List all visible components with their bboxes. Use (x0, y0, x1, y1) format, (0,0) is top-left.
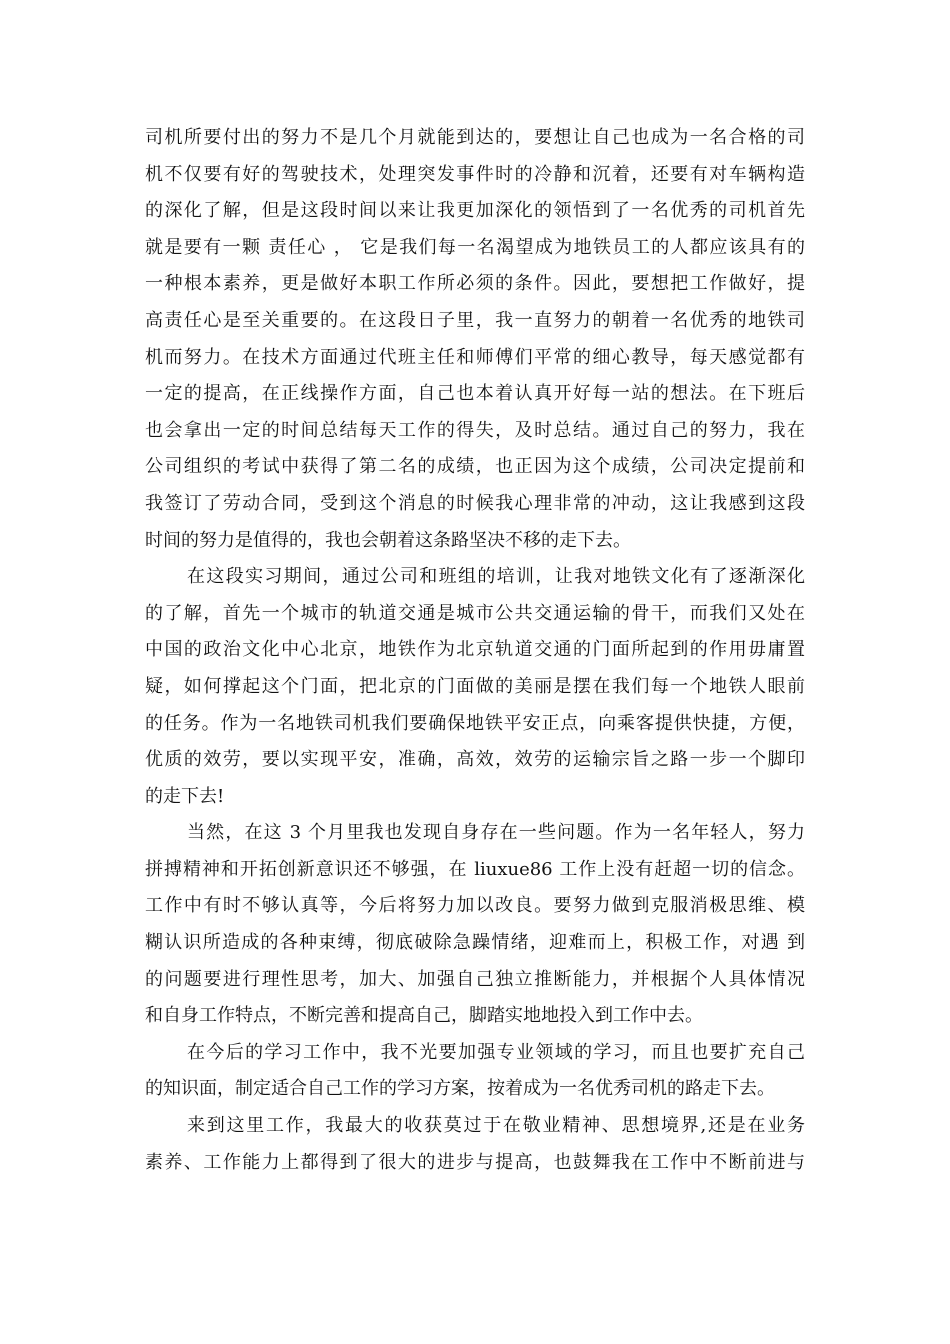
text-line: 在今后的学习工作中，我不光要加强专业领域的学习，而且也要扩充自己 (187, 1041, 805, 1063)
text-line: 机而努力。在技术方面通过代班主任和师傅们平常的细心教导，每天感觉都有 (145, 346, 805, 368)
text-line: 时间的努力是值得的，我也会朝着这条路坚决不移的走下去。 (145, 529, 631, 551)
body-text (145, 120, 805, 1181)
text-line: 拼搏精神和开拓创新意识还不够强，在 liuxue86 工作上没有赶超一切的信念。 (145, 858, 805, 880)
text-line: 在这段实习期间，通过公司和班组的培训，让我对地铁文化有了逐渐深化 (187, 566, 805, 588)
text-line: 中国的政治文化中心北京，地铁作为北京轨道交通的门面所起到的作用毋庸置 (145, 639, 805, 661)
text-line: 的问题要进行理性思考，加大、加强自己独立推断能力，并根据个人具体情况 (145, 968, 805, 990)
text-line: 高责任心是至关重要的。在这段日子里，我一直努力的朝着一名优秀的地铁司 (145, 309, 805, 331)
text-line: 就是要有一颗 责任心 ， 它是我们每一名渴望成为地铁员工的人都应该具有的 (145, 236, 805, 258)
text-line: 和自身工作特点，不断完善和提高自己，脚踏实地地投入到工作中去。 (145, 1005, 703, 1027)
text-line: 的知识面，制定适合自己工作的学习方案，按着成为一名优秀司机的路走下去。 (145, 1078, 775, 1100)
text-line: 优质的效劳，要以实现平安，准确，高效，效劳的运输宗旨之路一步一个脚印 (145, 749, 805, 771)
text-line: 司机所要付出的努力不是几个月就能到达的，要想让自己也成为一名合格的司 (145, 127, 805, 148)
text-line: 疑，如何撑起这个门面，把北京的门面做的美丽是摆在我们每一个地铁人眼前 (145, 675, 805, 697)
text-line: 的了解，首先一个城市的轨道交通是城市公共交通运输的骨干，而我们又处在 (145, 602, 805, 624)
text-line: 素养、工作能力上都得到了很大的进步与提高，也鼓舞我在工作中不断前进与 (145, 1151, 805, 1173)
text-line: 的任务。作为一名地铁司机我们要确保地铁平安正点，向乘客提供快捷，方便， (145, 712, 805, 734)
text-line: 我签订了劳动合同，受到这个消息的时候我心理非常的冲动，这让我感到这段 (145, 492, 805, 514)
text-line: 也会拿出一定的时间总结每天工作的得失，及时总结。通过自己的努力，我在 (145, 419, 805, 441)
text-line: 公司组织的考试中获得了第二名的成绩，也正因为这个成绩，公司决定提前和 (145, 456, 805, 478)
text-line: 来到这里工作，我最大的收获莫过于在敬业精神、思想境界,还是在业务 (187, 1115, 805, 1137)
text-line: 机不仅要有好的驾驶技术，处理突发事件时的冷静和沉着，还要有对车辆构造 (145, 163, 805, 185)
text-line: 糊认识所造成的各种束缚，彻底破除急躁情绪，迎难而上，积极工作，对遇 到 (145, 932, 805, 954)
text-line: 的走下去! (145, 785, 225, 807)
text-line: 一种根本素养，更是做好本职工作所必须的条件。因此，要想把工作做好，提 (145, 273, 805, 295)
text-line: 一定的提高，在正线操作方面，自己也本着认真开好每一站的想法。在下班后 (145, 383, 805, 405)
text-line: 的深化了解，但是这段时间以来让我更加深化的领悟到了一名优秀的司机首先 (145, 200, 805, 222)
text-line: 当然，在这 3 个月里我也发现自身存在一些问题。作为一名年轻人，努力 (187, 822, 805, 844)
text-line: 工作中有时不够认真等，今后将努力加以改良。要努力做到克服消极思维、模 (145, 895, 805, 917)
